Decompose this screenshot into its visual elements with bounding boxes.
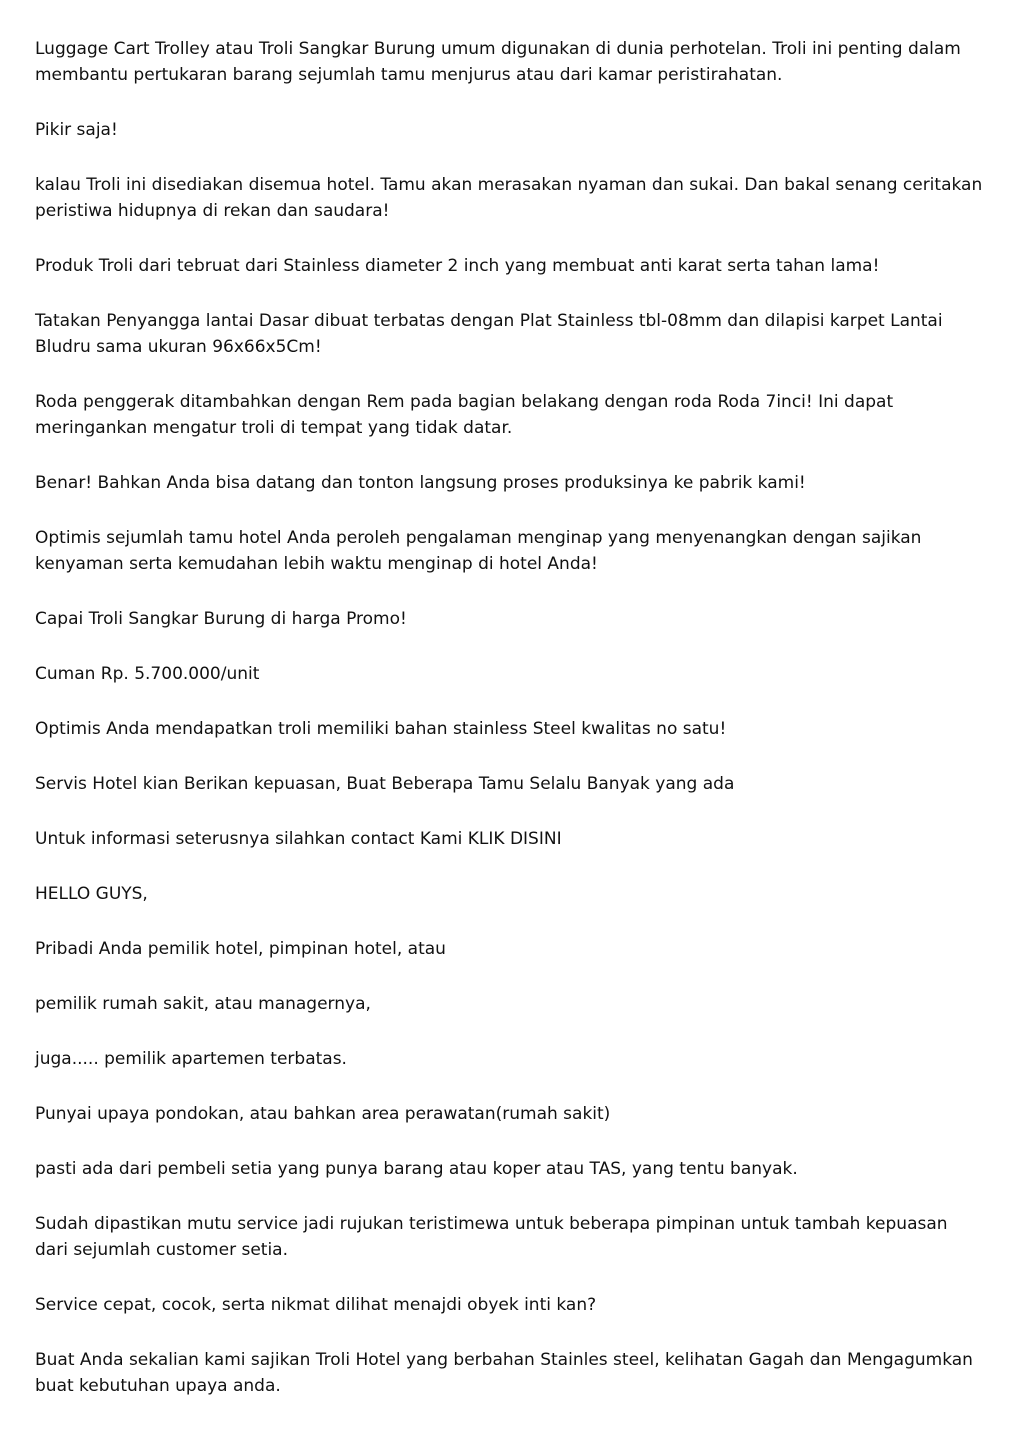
- paragraph-price: Cuman Rp. 5.700.000/unit: [35, 664, 260, 684]
- paragraph-wheels: Roda penggerak ditambahkan dengan Rem pada bagian belakang dengan roda Roda 7inci! Ini dapat meringankan mengatur troli di tempat yang tidak datar.: [35, 392, 894, 438]
- paragraph-closing: Buat Anda sekalian kami sajikan Troli Hotel yang berbahan Stainles steel, kelihatan Gagah dan Mengagumkan buat kebutuhan upaya anda.: [35, 1350, 973, 1396]
- paragraph-apartment-owner: juga..... pemilik apartemen terbatas.: [35, 1049, 347, 1069]
- paragraph-promo: Capai Troli Sangkar Burung di harga Promo!: [35, 609, 407, 629]
- paragraph-fast-service: Service cepat, cocok, serta nikmat dilihat menajdi obyek inti kan?: [35, 1295, 597, 1315]
- paragraph-guest-experience: Optimis sejumlah tamu hotel Anda peroleh pengalaman menginap yang menyenangkan dengan sajikan kenyaman serta kemudahan lebih waktu menginap di hotel Anda!: [35, 528, 922, 574]
- paragraph-quality: Optimis Anda mendapatkan troli memiliki bahan stainless Steel kwalitas no satu!: [35, 719, 727, 739]
- paragraph-hotel-owner: Pribadi Anda pemilik hotel, pimpinan hotel, atau: [35, 939, 446, 959]
- paragraph-service-quality: Sudah dipastikan mutu service jadi rujukan teristimewa untuk beberapa pimpinan untuk tambah kepuasan dari sejumlah customer setia.: [35, 1214, 948, 1260]
- paragraph-hotel-troli: kalau Troli ini disediakan disemua hotel. Tamu akan merasakan nyaman dan sukai. Dan bakal senang ceritakan peristiwa hidupnya di rekan dan saudara!: [35, 175, 983, 221]
- paragraph-base-plate: Tatakan Penyangga lantai Dasar dibuat terbatas dengan Plat Stainless tbl-08mm dan dilapisi karpet Lantai Bludru sama ukuran 96x66x5Cm!: [35, 311, 943, 357]
- paragraph-service: Servis Hotel kian Berikan kepuasan, Buat Beberapa Tamu Selalu Banyak yang ada: [35, 774, 735, 794]
- paragraph-hello: HELLO GUYS,: [35, 884, 148, 904]
- paragraph-lodging: Punyai upaya pondokan, atau bahkan area perawatan(rumah sakit): [35, 1104, 611, 1124]
- paragraph-hospital-owner: pemilik rumah sakit, atau managernya,: [35, 994, 371, 1014]
- document-body: [35, 36, 985, 1428]
- paragraph-loyal-buyers: pasti ada dari pembeli setia yang punya barang atau koper atau TAS, yang tentu banyak.: [35, 1159, 798, 1179]
- paragraph-contact: Untuk informasi seterusnya silahkan contact Kami KLIK DISINI: [35, 829, 562, 849]
- paragraph-intro: Luggage Cart Trolley atau Troli Sangkar Burung umum digunakan di dunia perhotelan. Troli ini penting dalam membantu pertukaran barang sejumlah tamu menjurus atau dari kamar peristirahatan.: [35, 39, 961, 85]
- paragraph-stainless-material: Produk Troli dari tebruat dari Stainless diameter 2 inch yang membuat anti karat serta tahan lama!: [35, 256, 880, 276]
- paragraph-pikir-saja: Pikir saja!: [35, 120, 118, 140]
- paragraph-factory-visit: Benar! Bahkan Anda bisa datang dan tonton langsung proses produksinya ke pabrik kami!: [35, 473, 806, 493]
